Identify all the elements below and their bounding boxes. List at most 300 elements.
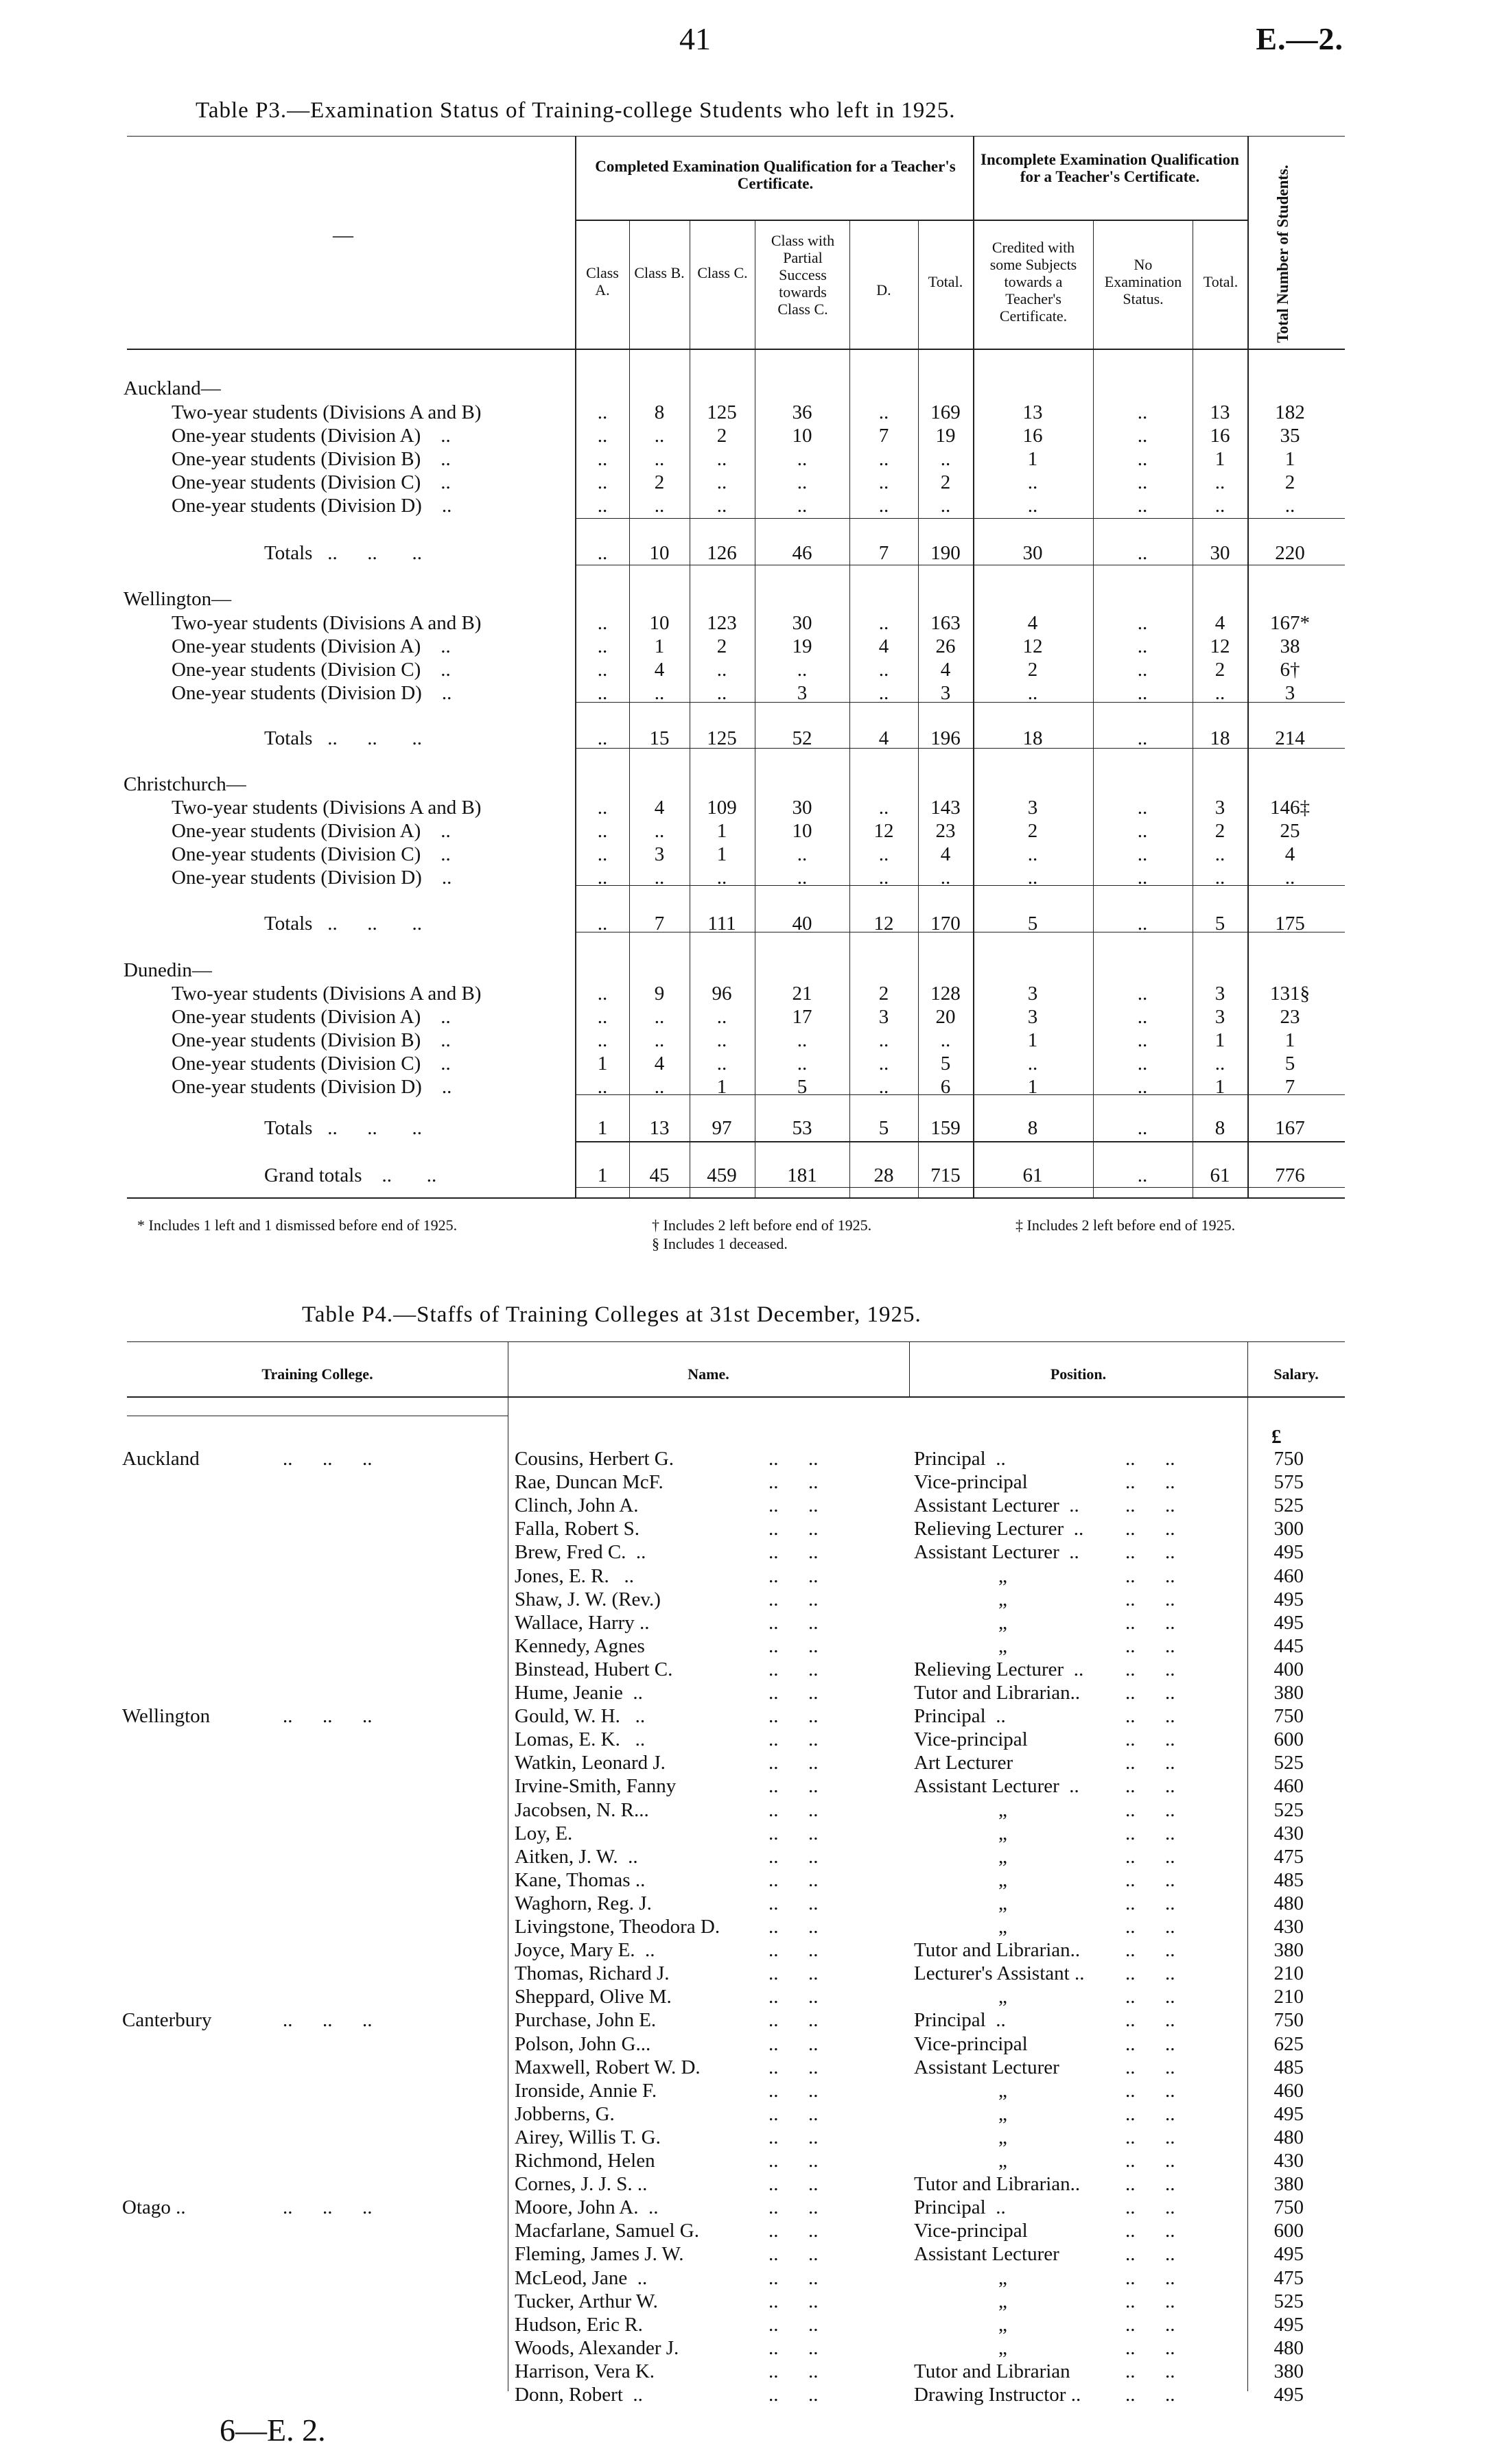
table-cell: 167* xyxy=(1270,612,1310,634)
staff-name: Jacobsen, N. R... xyxy=(515,1799,649,1821)
table-cell: 10 xyxy=(649,542,670,564)
table-cell: .. xyxy=(1137,495,1148,517)
staff-name: Shaw, J. W. (Rev.) xyxy=(515,1588,661,1610)
footnote: § Includes 1 deceased. xyxy=(652,1235,788,1252)
table-cell: .. xyxy=(716,471,727,493)
staff-name: Woods, Alexander J. xyxy=(515,2337,679,2359)
leader-dots: .. .. xyxy=(1125,1494,1175,1516)
leader-dots: .. .. xyxy=(1125,1916,1175,1938)
staff-salary: 380 xyxy=(1273,1682,1304,1704)
staff-position: Tutor and Librarian xyxy=(914,2360,1070,2382)
staff-position: „ xyxy=(998,1916,1007,1938)
staff-salary: 475 xyxy=(1273,1846,1304,1868)
table-cell: 19 xyxy=(935,425,956,447)
leader-dots: .. .. xyxy=(1125,2314,1175,2336)
leader-dots: .. .. xyxy=(768,1541,819,1563)
staff-name: Cornes, J. J. S. .. xyxy=(515,2173,648,2195)
staff-salary: 750 xyxy=(1273,1705,1304,1727)
table-cell: .. xyxy=(597,1029,608,1051)
table-cell: 4 xyxy=(654,1053,665,1075)
leader-dots: .. .. xyxy=(768,1892,819,1914)
staff-name: McLeod, Jane .. xyxy=(515,2267,648,2289)
footnote: ‡ Includes 2 left before end of 1925. xyxy=(1015,1217,1236,1234)
table-cell: .. xyxy=(1027,867,1038,889)
staff-name: Rae, Duncan McF. xyxy=(515,1471,664,1493)
table-cell: 8 xyxy=(1027,1117,1038,1139)
staff-salary: 495 xyxy=(1273,1541,1304,1563)
staff-salary: 750 xyxy=(1273,2196,1304,2218)
staff-position: Assistant Lecturer .. xyxy=(914,1494,1079,1516)
table-cell: .. xyxy=(654,448,665,470)
table-cell: 2 xyxy=(716,635,727,657)
table-cell: 3 xyxy=(797,682,808,704)
row-label: Two-year students (Divisions A and B) xyxy=(172,983,482,1005)
leader-dots: .. .. xyxy=(768,2196,819,2218)
staff-salary: 210 xyxy=(1273,1986,1304,2008)
leader-dots: .. .. xyxy=(1125,1518,1175,1540)
table-cell: .. xyxy=(797,1029,808,1051)
table-cell: 46 xyxy=(792,542,812,564)
leader-dots: .. .. xyxy=(768,1939,819,1961)
leader-dots: .. .. xyxy=(1125,2196,1175,2218)
leader-dots: .. .. xyxy=(1125,1986,1175,2008)
staff-salary: 495 xyxy=(1273,1612,1304,1634)
staff-name: Kennedy, Agnes xyxy=(515,1635,645,1657)
table-cell: .. xyxy=(878,1076,889,1098)
staff-name: Gould, W. H. .. xyxy=(515,1705,646,1727)
staff-position: Assistant Lecturer xyxy=(914,2243,1059,2265)
staff-salary: 495 xyxy=(1273,2243,1304,2265)
table-cell: 5 xyxy=(940,1053,951,1075)
stub-header: — xyxy=(333,224,353,246)
table-cell: .. xyxy=(716,1029,727,1051)
table-cell: 123 xyxy=(707,612,737,634)
table-cell: .. xyxy=(797,843,808,865)
staff-position: Art Lecturer xyxy=(914,1752,1013,1774)
table-cell: 128 xyxy=(930,983,961,1005)
table-cell: 125 xyxy=(707,727,737,749)
leader-dots: .. .. xyxy=(768,1728,819,1750)
table-cell: .. xyxy=(597,682,608,704)
table-cell: .. xyxy=(1214,682,1225,704)
staff-position: Assistant Lecturer .. xyxy=(914,1541,1079,1563)
staff-position: „ xyxy=(998,1869,1007,1891)
table-cell: 143 xyxy=(930,797,961,819)
staff-salary: 445 xyxy=(1273,1635,1304,1657)
table-cell: .. xyxy=(1137,820,1148,842)
table-cell: 4 xyxy=(878,727,889,749)
leader-dots: .. .. xyxy=(768,2033,819,2055)
leader-dots: .. .. .. xyxy=(283,2009,373,2031)
table-cell: 111 xyxy=(707,913,736,935)
staff-position: Vice-principal xyxy=(914,2033,1028,2055)
leader-dots: .. .. xyxy=(768,1705,819,1727)
staff-name: Cousins, Herbert G. xyxy=(515,1448,674,1470)
staff-salary: 525 xyxy=(1273,1799,1304,1821)
table-cell: 1 xyxy=(597,1117,608,1139)
table-cell: .. xyxy=(878,659,889,681)
col-header: Class with Partial Success towards Class C. xyxy=(771,232,835,318)
table-cell: 5 xyxy=(1214,913,1225,935)
table-cell: .. xyxy=(878,495,889,517)
table-cell: 3 xyxy=(654,843,665,865)
table-cell: 126 xyxy=(707,542,737,564)
table-cell: 1 xyxy=(1214,448,1225,470)
col-header: Class B. xyxy=(634,264,685,281)
staff-name: Polson, John G... xyxy=(515,2033,651,2055)
table-cell: .. xyxy=(654,867,665,889)
table-cell: 25 xyxy=(1280,820,1300,842)
table-cell: 13 xyxy=(1022,401,1043,423)
table-cell: .. xyxy=(1137,635,1148,657)
table-cell: .. xyxy=(1027,682,1038,704)
leader-dots: .. .. xyxy=(768,1752,819,1774)
table-cell: .. xyxy=(1137,425,1148,447)
leader-dots: .. .. xyxy=(1125,1635,1175,1657)
table-cell: 2 xyxy=(1027,659,1038,681)
leader-dots: .. .. xyxy=(1125,1471,1175,1493)
totals-label: Totals .. .. .. xyxy=(264,1117,422,1139)
staff-name: Jobberns, G. xyxy=(515,2103,615,2125)
table-cell: 3 xyxy=(1214,983,1225,1005)
col-header: D. xyxy=(876,281,891,298)
table-p3-title: Table P3.—Examination Status of Training-college Students who left in 1925. xyxy=(196,98,956,123)
row-label: One-year students (Division C) .. xyxy=(172,843,451,865)
staff-name: Hume, Jeanie .. xyxy=(515,1682,643,1704)
table-cell: 18 xyxy=(1210,727,1230,749)
leader-dots: .. .. xyxy=(1125,1565,1175,1587)
table-cell: .. xyxy=(797,471,808,493)
table-cell: 3 xyxy=(1284,682,1295,704)
table-cell: .. xyxy=(1137,797,1148,819)
staff-name: Kane, Thomas .. xyxy=(515,1869,646,1891)
table-cell: 4 xyxy=(940,659,951,681)
table-cell: .. xyxy=(1137,1117,1148,1139)
table-cell: .. xyxy=(716,1006,727,1028)
staff-name: Joyce, Mary E. .. xyxy=(515,1939,655,1961)
staff-name: Harrison, Vera K. xyxy=(515,2360,655,2382)
table-cell: .. xyxy=(878,448,889,470)
totals-label: Totals .. .. .. xyxy=(264,542,422,564)
rule xyxy=(127,1396,1345,1398)
table-cell: .. xyxy=(1214,843,1225,865)
page-number: 41 xyxy=(679,21,711,56)
college-name: Auckland xyxy=(122,1448,200,1470)
table-cell: 3 xyxy=(940,682,951,704)
table-cell: 1 xyxy=(1284,448,1295,470)
table-cell: 28 xyxy=(873,1164,894,1186)
staff-position: „ xyxy=(998,2126,1007,2148)
college-name: Wellington xyxy=(122,1705,211,1727)
table-cell: .. xyxy=(1137,1053,1148,1075)
staff-position: „ xyxy=(998,2080,1007,2102)
staff-name: Richmond, Helen xyxy=(515,2150,655,2172)
header-college: Training College. xyxy=(261,1365,373,1383)
table-cell: .. xyxy=(1137,659,1148,681)
leader-dots: .. .. xyxy=(768,2314,819,2336)
table-cell: 30 xyxy=(792,797,812,819)
row-label: One-year students (Division C) .. xyxy=(172,471,451,493)
staff-position: Relieving Lecturer .. xyxy=(914,1518,1084,1540)
staff-salary: 495 xyxy=(1273,2314,1304,2336)
staff-salary: 525 xyxy=(1273,1494,1304,1516)
table-cell: 163 xyxy=(930,612,961,634)
table-cell: .. xyxy=(797,1053,808,1075)
staff-position: „ xyxy=(998,1892,1007,1914)
leader-dots: .. .. xyxy=(1125,2384,1175,2406)
col-rule xyxy=(849,220,850,1197)
table-cell: 19 xyxy=(792,635,812,657)
table-cell: 2 xyxy=(1214,820,1225,842)
staff-position: „ xyxy=(998,2314,1007,2336)
leader-dots: .. .. xyxy=(1125,2290,1175,2312)
table-cell: .. xyxy=(597,727,608,749)
staff-name: Brew, Fred C. .. xyxy=(515,1541,646,1563)
table-cell: 7 xyxy=(878,425,889,447)
table-cell: 2 xyxy=(940,471,951,493)
staff-name: Binstead, Hubert C. xyxy=(515,1658,673,1680)
table-cell: 7 xyxy=(1284,1076,1295,1098)
row-label: One-year students (Division A) .. xyxy=(172,1006,451,1028)
leader-dots: .. .. xyxy=(768,2056,819,2078)
table-cell: 3 xyxy=(878,1006,889,1028)
table-cell: 2 xyxy=(1284,471,1295,493)
leader-dots: .. .. xyxy=(1125,2173,1175,2195)
leader-dots: .. .. xyxy=(1125,2337,1175,2359)
staff-position: „ xyxy=(998,1612,1007,1634)
table-cell: 52 xyxy=(792,727,812,749)
college-heading: Auckland— xyxy=(124,377,221,399)
staff-salary: 600 xyxy=(1273,2220,1304,2242)
leader-dots: .. .. xyxy=(1125,2056,1175,2078)
staff-name: Thomas, Richard J. xyxy=(515,1962,670,1984)
staff-name: Jones, E. R. .. xyxy=(515,1565,634,1587)
staff-salary: 430 xyxy=(1273,1916,1304,1938)
staff-salary: 430 xyxy=(1273,1822,1304,1844)
staff-position: „ xyxy=(998,2150,1007,2172)
table-cell: 1 xyxy=(1284,1029,1295,1051)
table-cell: 190 xyxy=(930,542,961,564)
table-cell: 6 xyxy=(940,1076,951,1098)
staff-name: Watkin, Leonard J. xyxy=(515,1752,666,1774)
table-cell: 53 xyxy=(792,1117,812,1139)
table-cell: .. xyxy=(597,471,608,493)
table-cell: .. xyxy=(716,1053,727,1075)
table-cell: 36 xyxy=(792,401,812,423)
staff-name: Waghorn, Reg. J. xyxy=(515,1892,652,1914)
table-cell: .. xyxy=(1027,1053,1038,1075)
table-cell: 131§ xyxy=(1270,983,1310,1005)
row-label: One-year students (Division C) .. xyxy=(172,1053,451,1075)
leader-dots: .. .. xyxy=(1125,1822,1175,1844)
table-cell: .. xyxy=(1137,682,1148,704)
table-cell: .. xyxy=(1137,843,1148,865)
table-cell: .. xyxy=(597,425,608,447)
college-name: Otago .. xyxy=(122,2196,186,2218)
table-cell: 45 xyxy=(649,1164,670,1186)
table-cell: 12 xyxy=(873,913,894,935)
staff-salary: 750 xyxy=(1273,1448,1304,1470)
leader-dots: .. .. xyxy=(768,1846,819,1868)
row-label: One-year students (Division B) .. xyxy=(172,1029,451,1051)
leader-dots: .. .. xyxy=(768,1869,819,1891)
leader-dots: .. .. xyxy=(768,1635,819,1657)
table-cell: .. xyxy=(1137,867,1148,889)
table-cell: 2 xyxy=(878,983,889,1005)
table-cell: 23 xyxy=(935,820,956,842)
table-cell: 7 xyxy=(654,913,665,935)
staff-name: Hudson, Eric R. xyxy=(515,2314,643,2336)
staff-salary: 525 xyxy=(1273,1752,1304,1774)
table-cell: .. xyxy=(1214,471,1225,493)
table-cell: 715 xyxy=(930,1164,961,1186)
table-cell: 17 xyxy=(792,1006,812,1028)
staff-position: Principal .. xyxy=(914,2196,1006,2218)
table-cell: 1 xyxy=(716,820,727,842)
table-cell: 1 xyxy=(597,1053,608,1075)
table-cell: .. xyxy=(1137,401,1148,423)
table-cell: 61 xyxy=(1210,1164,1230,1186)
grand-totals-label: Grand totals .. .. xyxy=(264,1164,437,1186)
table-cell: 10 xyxy=(792,425,812,447)
table-cell: .. xyxy=(940,448,951,470)
staff-position: „ xyxy=(998,1635,1007,1657)
rule xyxy=(575,1141,1345,1142)
row-label: One-year students (Division D) .. xyxy=(172,682,452,704)
leader-dots: .. .. xyxy=(768,2337,819,2359)
table-cell: 776 xyxy=(1275,1164,1305,1186)
table-cell: .. xyxy=(878,682,889,704)
staff-position: „ xyxy=(998,1588,1007,1610)
table-cell: 459 xyxy=(707,1164,737,1186)
staff-name: Purchase, John E. xyxy=(515,2009,657,2031)
table-cell: 2 xyxy=(1027,820,1038,842)
table-cell: 16 xyxy=(1022,425,1043,447)
row-label: One-year students (Division A) .. xyxy=(172,425,451,447)
col-header: No Examination Status. xyxy=(1104,256,1182,307)
table-cell: 1 xyxy=(716,1076,727,1098)
staff-position: Vice-principal xyxy=(914,1728,1028,1750)
table-cell: 3 xyxy=(1027,797,1038,819)
leader-dots: .. .. xyxy=(1125,1752,1175,1774)
table-cell: .. xyxy=(1137,983,1148,1005)
table-cell: 181 xyxy=(787,1164,817,1186)
leader-dots: .. .. xyxy=(1125,2103,1175,2125)
staff-salary: 485 xyxy=(1273,1869,1304,1891)
leader-dots: .. .. .. xyxy=(283,1448,373,1470)
staff-salary: 380 xyxy=(1273,2173,1304,2195)
table-cell: .. xyxy=(797,448,808,470)
table-cell: .. xyxy=(654,1029,665,1051)
table-cell: 13 xyxy=(1210,401,1230,423)
table-cell: 18 xyxy=(1022,727,1043,749)
leader-dots: .. .. xyxy=(768,1588,819,1610)
staff-name: Loy, E. xyxy=(515,1822,573,1844)
leader-dots: .. .. xyxy=(768,2150,819,2172)
table-cell: .. xyxy=(878,867,889,889)
staff-position: Vice-principal xyxy=(914,1471,1028,1493)
staff-name: Sheppard, Olive M. xyxy=(515,1986,672,2008)
table-p4-title: Table P4.—Staffs of Training Colleges at 31st December, 1925. xyxy=(302,1302,921,1327)
row-label: One-year students (Division D) .. xyxy=(172,1076,452,1098)
table-cell: 175 xyxy=(1275,913,1305,935)
staff-salary: 750 xyxy=(1273,2009,1304,2031)
staff-name: Irvine-Smith, Fanny xyxy=(515,1775,677,1797)
table-cell: 7 xyxy=(878,542,889,564)
staff-name: Lomas, E. K. .. xyxy=(515,1728,646,1750)
staff-salary: 485 xyxy=(1273,2056,1304,2078)
leader-dots: .. .. xyxy=(1125,1962,1175,1984)
rule xyxy=(575,220,1247,221)
row-label: One-year students (Division A) .. xyxy=(172,820,451,842)
staff-position: Tutor and Librarian.. xyxy=(914,2173,1081,2195)
table-cell: .. xyxy=(654,1006,665,1028)
header-total-students: Total Number of Students. xyxy=(1274,165,1291,343)
staff-name: Airey, Willis T. G. xyxy=(515,2126,661,2148)
row-label: One-year students (Division A) .. xyxy=(172,635,451,657)
staff-name: Maxwell, Robert W. D. xyxy=(515,2056,701,2078)
leader-dots: .. .. xyxy=(1125,2009,1175,2031)
signature-mark: 6—E. 2. xyxy=(220,2413,326,2448)
staff-name: Donn, Robert .. xyxy=(515,2384,643,2406)
table-cell: 4 xyxy=(1027,612,1038,634)
table-cell: .. xyxy=(940,1029,951,1051)
rule xyxy=(127,1341,1345,1342)
staff-name: Tucker, Arthur W. xyxy=(515,2290,658,2312)
table-cell: .. xyxy=(797,867,808,889)
staff-position: Tutor and Librarian.. xyxy=(914,1682,1081,1704)
col-header: Credited with some Subjects towards a Teacher's Certificate. xyxy=(989,239,1077,325)
staff-salary: 480 xyxy=(1273,2126,1304,2148)
leader-dots: .. .. xyxy=(768,1799,819,1821)
table-cell: .. xyxy=(597,913,608,935)
table-cell: .. xyxy=(716,659,727,681)
leader-dots: .. .. xyxy=(768,2243,819,2265)
leader-dots: .. .. xyxy=(768,1471,819,1493)
college-heading: Wellington— xyxy=(124,588,232,610)
leader-dots: .. .. xyxy=(1125,1869,1175,1891)
table-cell: 16 xyxy=(1210,425,1230,447)
leader-dots: .. .. xyxy=(1125,2267,1175,2289)
col-header: Total. xyxy=(1203,273,1238,290)
staff-name: Moore, John A. .. xyxy=(515,2196,659,2218)
leader-dots: .. .. xyxy=(1125,2243,1175,2265)
staff-position: „ xyxy=(998,2337,1007,2359)
table-cell: .. xyxy=(597,495,608,517)
leader-dots: .. .. xyxy=(768,1962,819,1984)
table-cell: 30 xyxy=(792,612,812,634)
table-cell: 30 xyxy=(1022,542,1043,564)
table-cell: .. xyxy=(1284,495,1295,517)
table-cell: .. xyxy=(597,867,608,889)
staff-position: Lecturer's Assistant .. xyxy=(914,1962,1085,1984)
table-cell: .. xyxy=(1214,867,1225,889)
table-cell: .. xyxy=(1137,727,1148,749)
table-cell: 3 xyxy=(1214,1006,1225,1028)
staff-salary: 575 xyxy=(1273,1471,1304,1493)
staff-name: Macfarlane, Samuel G. xyxy=(515,2220,699,2242)
table-cell: .. xyxy=(1137,471,1148,493)
table-cell: .. xyxy=(1214,495,1225,517)
table-cell: 1 xyxy=(1027,448,1038,470)
page-code: E.—2. xyxy=(1256,21,1343,56)
table-cell: 4 xyxy=(654,797,665,819)
leader-dots: .. .. xyxy=(768,1518,819,1540)
table-cell: .. xyxy=(654,425,665,447)
leader-dots: .. .. xyxy=(1125,2220,1175,2242)
leader-dots: .. .. xyxy=(768,1494,819,1516)
table-cell: 1 xyxy=(1027,1029,1038,1051)
